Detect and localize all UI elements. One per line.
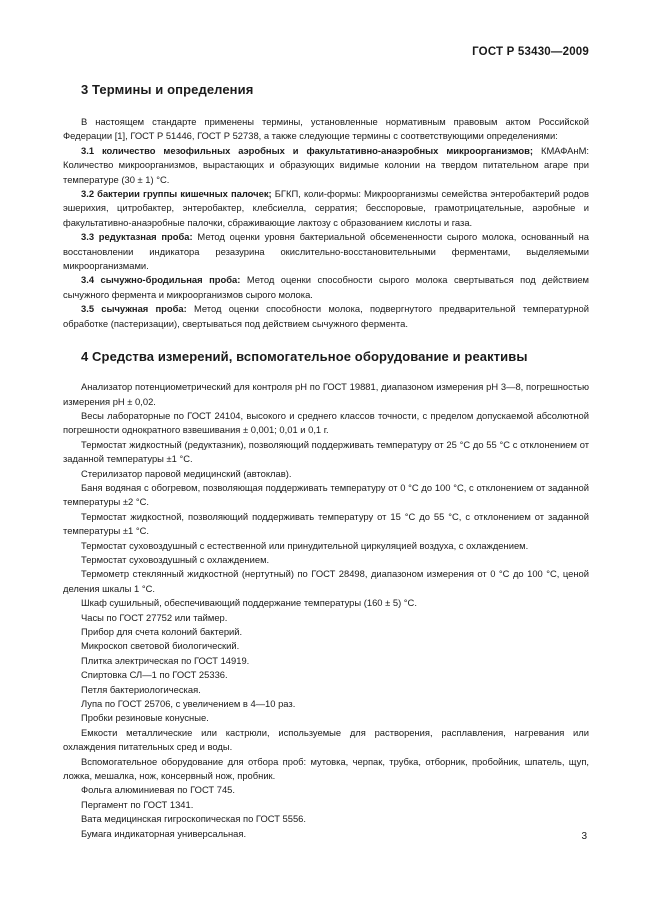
equipment-item: Плитка электрическая по ГОСТ 14919. bbox=[81, 654, 250, 666]
definition-text: БГКП, коли-формы: Микроорганизмы семейства энтеробактерий родов эшерихия, цитробактер, энтеробактер, клебсиелла, серратия; бесспоровые, грамотрицательные, аэробные и факультативно-анаэробные палочки, сбраживающие лактозу с образованием кислоты и газа. bbox=[63, 188, 589, 228]
definition-term: 3.2 бактерии группы кишечных палочек; bbox=[81, 188, 272, 200]
section-3-title: 3 Термины и определения bbox=[81, 82, 254, 97]
equipment-item: Пробки резиновые конусные. bbox=[81, 712, 209, 724]
equipment-item: Термометр стеклянный жидкостной (нертутный) по ГОСТ 28498, диапазоном измерения от 0 °С до 100 °С, ценой деления шкалы 1 °С. bbox=[63, 568, 589, 594]
equipment-item: Термостат жидкостный (редуктазник), позволяющий поддерживать температуру от 25 °С до 55 °С с отклонением от заданной температуры ±1 °С. bbox=[63, 438, 589, 465]
equipment-item: Микроскоп световой биологический. bbox=[81, 640, 240, 652]
equipment-item: Термостат суховоздушный с естественной или принудительной циркуляцией воздуха, с охлаждением. bbox=[81, 539, 529, 551]
equipment-item: Лупа по ГОСТ 25706, с увеличением в 4—10 раз. bbox=[81, 698, 296, 710]
definition-3-5 bbox=[63, 302, 589, 331]
equipment-item: Вспомогательное оборудование для отбора проб: мутовка, черпак, трубка, отборник, пробойник, шпатель, щуп, ложка, мешалка, нож, консервный нож, пробник. bbox=[63, 755, 589, 782]
equipment-item: Петля бактериологическая. bbox=[81, 683, 201, 695]
equipment-item: Баня водяная с обогревом, позволяющая поддерживать температуру от 0 °С до 100 °С, с отклонением от заданной температуры ±2 °С. bbox=[63, 481, 589, 508]
equipment-item: Стерилизатор паровой медицинский (автоклав). bbox=[81, 467, 292, 479]
equipment-item: Вата медицинская гигроскопическая по ГОСТ 5556. bbox=[81, 813, 307, 825]
definition-text: Метод оценки способности молока, подвергнутого предварительной температурной обработке (пастеризации), свертываться под действием сычужного фермента. bbox=[63, 303, 589, 329]
definition-term: 3.3 редуктазная проба: bbox=[81, 231, 193, 243]
equipment-item: Термостат жидкостной, позволяющий поддерживать температуру от 15 °С до 55 °С, с отклонением от заданной температуры ±1 °С. bbox=[63, 510, 589, 537]
page-content bbox=[63, 74, 589, 841]
equipment-item: Анализатор потенциометрический для контроля рН по ГОСТ 19881, диапазоном измерения рН 3—8, погрешностью измерения рН ± 0,02. bbox=[63, 381, 589, 407]
equipment-item: Шкаф сушильный, обеспечивающий поддержание температуры (160 ± 5) °С. bbox=[81, 597, 417, 609]
equipment-item: Весы лабораторные по ГОСТ 24104, высокого и среднего классов точности, с пределом допускаемой абсолютной погрешности однократного взвешивания ± 0,001; 0,01 и 0,1 г. bbox=[63, 409, 589, 436]
definition-3-2 bbox=[63, 187, 589, 230]
definition-text: КМАФАнМ: Количество микроорганизмов, вырастающих и образующих видимые колонии на твердом питательном агаре при температуре (30 ± 1) °С. bbox=[63, 144, 589, 185]
document-code: ГОСТ Р 53430—2009 bbox=[472, 46, 589, 58]
equipment-item: Бумага индикаторная универсальная. bbox=[81, 827, 247, 839]
equipment-item: Прибор для счета колоний бактерий. bbox=[81, 626, 243, 637]
definition-text: Метод оценки уровня бактериальной обсемененности сырого молока, основанный на восстановлении индикатора резазурина окислительно-восстановительными ферментами, выделяемыми микроорганизмами. bbox=[63, 231, 589, 272]
equipment-item: Часы по ГОСТ 27752 или таймер. bbox=[81, 611, 228, 623]
section-4-title: 4 Средства измерений, вспомогательное оборудование и реактивы bbox=[81, 349, 528, 365]
definition-3-1 bbox=[63, 144, 589, 187]
equipment-item: Фольга алюминиевая по ГОСТ 745. bbox=[81, 784, 235, 796]
equipment-item: Пергамент по ГОСТ 1341. bbox=[81, 798, 194, 810]
definition-3-4 bbox=[63, 273, 589, 302]
page-number: 3 bbox=[581, 831, 587, 842]
equipment-item: Спиртовка СЛ—1 по ГОСТ 25336. bbox=[81, 669, 228, 681]
definition-term: 3.4 сычужно-бродильная проба: bbox=[81, 274, 241, 286]
definition-term: 3.5 сычужная проба: bbox=[81, 303, 187, 315]
equipment-item: Термостат суховоздушный с охлаждением. bbox=[81, 553, 270, 565]
definition-3-3 bbox=[63, 230, 589, 273]
definition-text: Метод оценки способности сырого молока свертываться под действием сычужного фермента и микроорганизмов сырого молока. bbox=[63, 274, 589, 300]
definition-term: 3.1 количество мезофильных аэробных и факультативно-анаэробных микроорганизмов; bbox=[81, 144, 534, 156]
section-3-intro: В настоящем стандарте применены термины, установленные нормативным правовым актом Российской Федерации [1], ГОСТ Р 51446, ГОСТ Р 52738, а также следующие термины с соответствующими определениями: bbox=[63, 116, 589, 142]
equipment-item: Емкости металлические или кастрюли, используемые для растворения, расплавления, нагревания или охлаждения питательных сред и воды. bbox=[63, 726, 589, 753]
